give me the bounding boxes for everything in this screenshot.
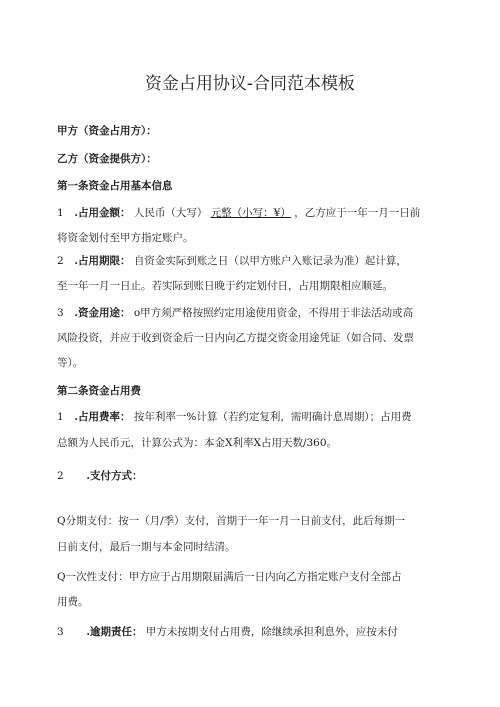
section-1-item-2 [57, 254, 457, 268]
section-1-item-2-cont: 至一年一月一日止。若实际到账日晚于约定划付日，占用期限相应顺延。 [57, 280, 393, 292]
item-text: 人民币（大写） [133, 207, 208, 219]
section-1-item-1 [57, 206, 457, 220]
section-1-item-1-cont: 将资金划付至甲方指定账户。 [57, 232, 194, 244]
item-label: .支付方式： [86, 470, 143, 482]
section-2-item-1-cont: 总额为人民币元，计算公式为：本金X利率X占用天数/360。 [57, 437, 338, 449]
item-number: 3 [57, 307, 64, 319]
item-text: 甲方未按期支付占用费，除继续承担利息外，应按未付 [145, 626, 398, 638]
section-1-item-3-cont: 风险投资，并应于收到资金后一日内向乙方提交资金用途凭证（如合同、发票 [57, 332, 414, 344]
item-text: o甲方须严格按照约定用途使用资金，不得用于非法活动或高 [133, 307, 414, 319]
item-label: .占用期限： [74, 255, 131, 267]
party-a-line: 甲方（资金占用方）： [57, 125, 157, 137]
section-1-item-3-cont: 等）。 [57, 357, 84, 369]
payment-option-installment-cont: 日前支付，最后一期与本金同时结清。 [57, 541, 236, 553]
section-2-item-2 [57, 469, 457, 483]
section-1-heading: 第一条资金占用基本信息 [57, 180, 173, 192]
item-label: .资金用途： [74, 307, 131, 319]
payment-option-lump-sum: Q一次性支付：甲方应于占用期限届满后一日内向乙方指定账户支付全部占 [57, 571, 402, 583]
item-number: 1 [57, 207, 64, 219]
item-label: .占用费率： [74, 411, 131, 423]
section-2-item-1 [57, 410, 457, 424]
item-text: 自资金实际到账之日（以甲方账户入账记录为准）起计算， [133, 255, 407, 267]
item-label: .逾期责任： [86, 626, 143, 638]
item-number: 2 [57, 470, 64, 482]
section-1-item-3 [57, 306, 457, 320]
section-2-item-3 [57, 625, 457, 639]
payment-option-installment: Q分期支付：按一（月/季）支付，首期于一年一月一日前支付，此后每期一 [57, 515, 406, 527]
item-number: 3 [57, 626, 64, 638]
item-text: ，乙方应于一年一月一日前 [294, 207, 421, 219]
item-number: 1 [57, 411, 64, 423]
payment-option-lump-sum-cont: 用费。 [57, 596, 89, 608]
section-2-heading: 第二条资金占用费 [57, 385, 141, 397]
item-number: 2 [57, 255, 64, 267]
document-title: 资金占用协议-合同范本模板 [144, 74, 356, 94]
item-text: 按年利率一%计算（若约定复利，需明确计息周期）；占用费 [133, 411, 412, 423]
item-label: .占用金额： [74, 207, 131, 219]
item-underlined-text: 元整（小写：¥） [210, 207, 291, 219]
party-b-line: 乙方（资金提供方）： [57, 153, 157, 165]
